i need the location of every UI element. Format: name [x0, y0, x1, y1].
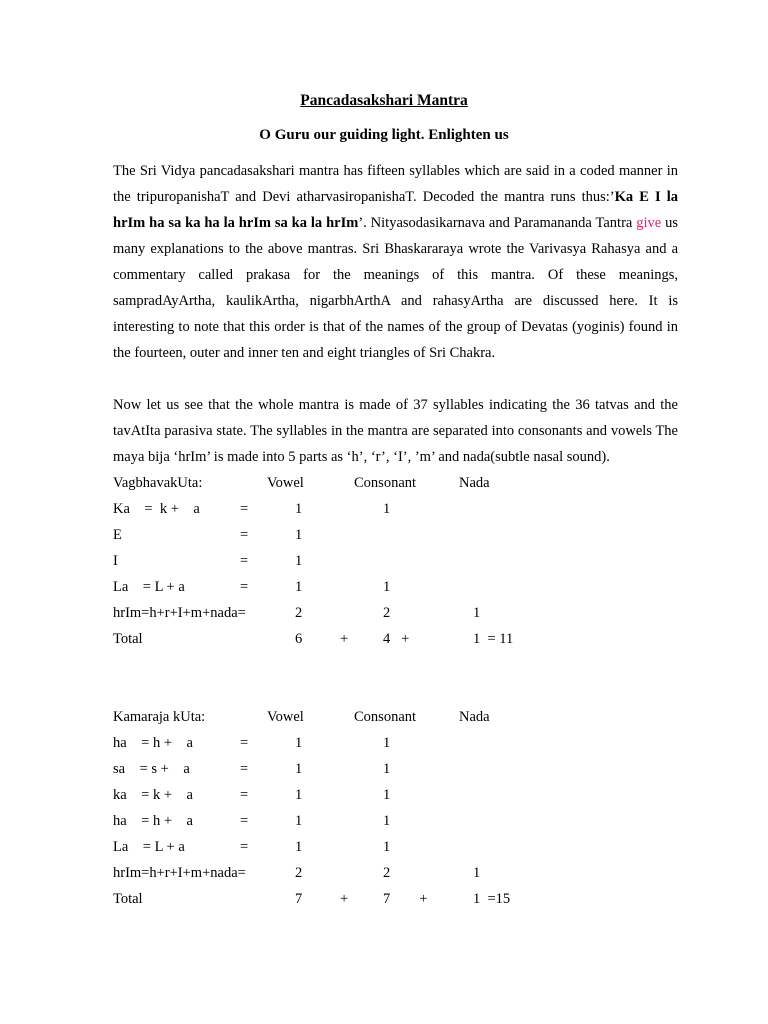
page-title: Pancadasakshari Mantra: [300, 92, 468, 109]
row-vowel: 1: [295, 839, 303, 855]
total-vowel: 6: [295, 631, 303, 647]
total-consonant: 4 +: [383, 631, 410, 647]
row-consonant: 1: [383, 501, 391, 517]
nada-header: Nada: [459, 709, 490, 725]
row-vowel: 1: [295, 501, 303, 517]
row-label: sa = s + a: [113, 761, 190, 777]
row-equals: =: [240, 527, 249, 543]
total-nada: 1 =15: [473, 891, 511, 907]
row-vowel: 1: [295, 735, 303, 751]
row-label: Ka = k + a: [113, 501, 200, 517]
total-consonant: 7 +: [383, 891, 428, 907]
row-consonant: 1: [383, 787, 391, 803]
row-label: La = L + a: [113, 839, 185, 855]
row-equals: =: [240, 735, 249, 751]
row-vowel: 1: [295, 787, 303, 803]
row-label: ha = h + a: [113, 813, 193, 829]
row-equals: =: [240, 787, 249, 803]
row-vowel: 2: [295, 605, 303, 621]
row-consonant: 1: [383, 839, 391, 855]
row-equals: =: [240, 813, 249, 829]
highlighted-word: give: [636, 215, 662, 231]
table-header-label: Kamaraja kUta:: [113, 709, 206, 725]
row-label: ha = h + a: [113, 735, 193, 751]
page-subtitle: O Guru our guiding light. Enlighten us: [259, 127, 509, 143]
row-label: E: [113, 527, 122, 543]
intro-paragraph: [113, 158, 678, 366]
row-vowel: 1: [295, 761, 303, 777]
row-equals: =: [240, 553, 249, 569]
vowel-header: Vowel: [267, 475, 304, 491]
row-label: hrIm=h+r+I+m+nada=: [113, 605, 246, 621]
row-consonant: 1: [383, 579, 391, 595]
row-equals: =: [240, 579, 249, 595]
row-consonant: 1: [383, 761, 391, 777]
table-header-label: VagbhavakUta:: [113, 475, 203, 491]
total-plus: +: [340, 891, 349, 907]
nada-header: Nada: [459, 475, 490, 491]
total-plus: +: [340, 631, 349, 647]
row-vowel: 2: [295, 865, 303, 881]
total-label: Total: [113, 891, 143, 907]
consonant-header: Consonant: [354, 475, 417, 491]
mantra-text: Ka E I la hrIm ha sa ka ha la hrIm sa ka la hrIm: [113, 189, 678, 231]
row-nada: 1: [473, 605, 481, 621]
row-label: I: [113, 553, 118, 569]
row-nada: 1: [473, 865, 481, 881]
row-vowel: 1: [295, 527, 303, 543]
row-label: La = L + a: [113, 579, 185, 595]
intro-text-1: The Sri Vidya pancadasakshari mantra has fifteen syllables which are said in a coded manner in the tripuropanishaT and Devi atharvasiropanishaT. Decoded the mantra runs thus:’: [113, 163, 678, 205]
consonant-header: Consonant: [354, 709, 417, 725]
vowel-header: Vowel: [267, 709, 304, 725]
row-label: hrIm=h+r+I+m+nada=: [113, 865, 246, 881]
row-equals: =: [240, 839, 249, 855]
row-consonant: 1: [383, 735, 391, 751]
row-equals: =: [240, 761, 249, 777]
intro-text-2: ’. Nityasodasikarnava and Paramananda Tantra: [358, 215, 637, 231]
total-label: Total: [113, 631, 143, 647]
row-vowel: 1: [295, 579, 303, 595]
total-nada: 1 = 11: [473, 631, 514, 647]
total-vowel: 7: [295, 891, 303, 907]
row-consonant: 1: [383, 813, 391, 829]
row-consonant: 2: [383, 865, 391, 881]
row-vowel: 1: [295, 813, 303, 829]
row-label: ka = k + a: [113, 787, 193, 803]
row-equals: =: [240, 501, 249, 517]
row-vowel: 1: [295, 553, 303, 569]
syllables-paragraph: Now let us see that the whole mantra is made of 37 syllables indicating the 36 tatvas and the tavAtIta parasiva state. The syllables in the mantra are separated into consonants and vowels The maya bija ‘hrIm’ is made into 5 parts as ‘h’, ‘r’, ‘I’, ’m’ and nada(subtle nasal sound).: [113, 397, 678, 465]
intro-text-3: us many explanations to the above mantras. Sri Bhaskararaya wrote the Varivasya Rahasya and a commentary called prakasa for the meanings of this mantra. Of these meanings, sampradAyArtha, kaulikArtha, nigarbhArthA and rahasyArtha are discussed here. It is interesting to note that this order is that of the names of the group of Devatas (yoginis) found in the fourteen, outer and inner ten and eight triangles of Sri Chakra.: [113, 215, 678, 361]
row-consonant: 2: [383, 605, 391, 621]
